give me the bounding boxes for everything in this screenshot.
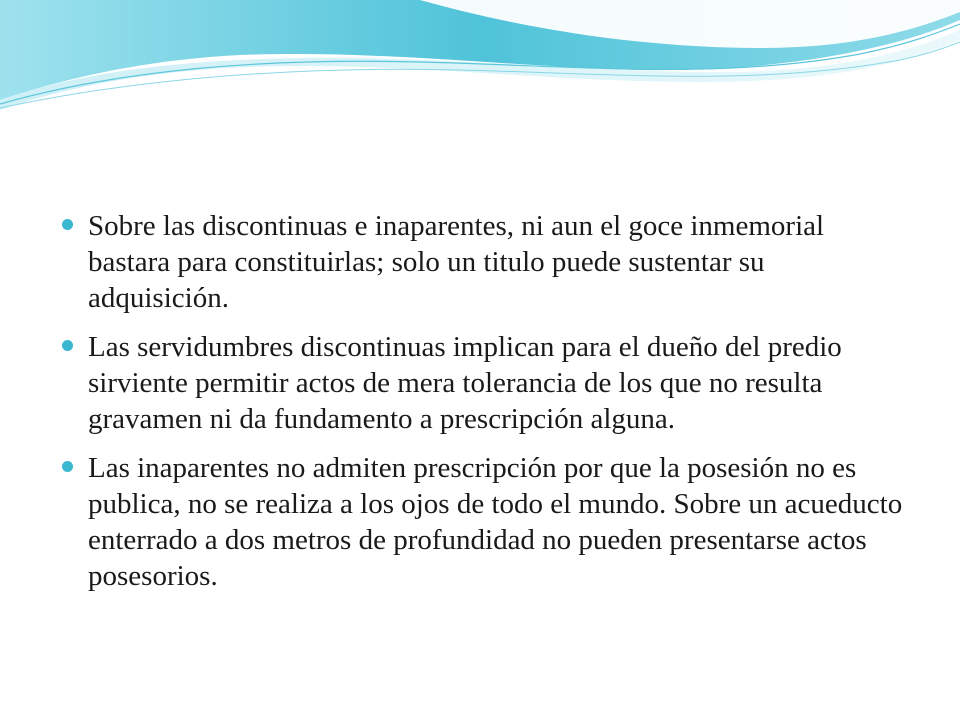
bullet-text: Las inaparentes no admiten prescripción por que la posesión no es publica, no se realiza a los ojos de todo el mundo. Sobre un acueducto enterrado a dos metros de profundidad no pueden presentarse actos posesorios. — [88, 452, 903, 592]
wave-header-decoration — [0, 0, 960, 120]
slide-content — [60, 208, 910, 607]
list-item — [60, 450, 910, 594]
list-item — [60, 329, 910, 437]
bullet-list — [60, 208, 910, 594]
bullet-icon — [62, 219, 73, 230]
bullet-icon — [62, 461, 73, 472]
bullet-text: Sobre las discontinuas e inaparentes, ni aun el goce inmemorial bastara para constituirlas; solo un titulo puede sustentar su adquisición. — [88, 210, 825, 314]
bullet-icon — [62, 340, 73, 351]
bullet-text: Las servidumbres discontinuas implican para el dueño del predio sirviente permitir actos de mera tolerancia de los que no resulta gravamen ni da fundamento a prescripción alguna. — [88, 331, 842, 435]
list-item — [60, 208, 910, 316]
